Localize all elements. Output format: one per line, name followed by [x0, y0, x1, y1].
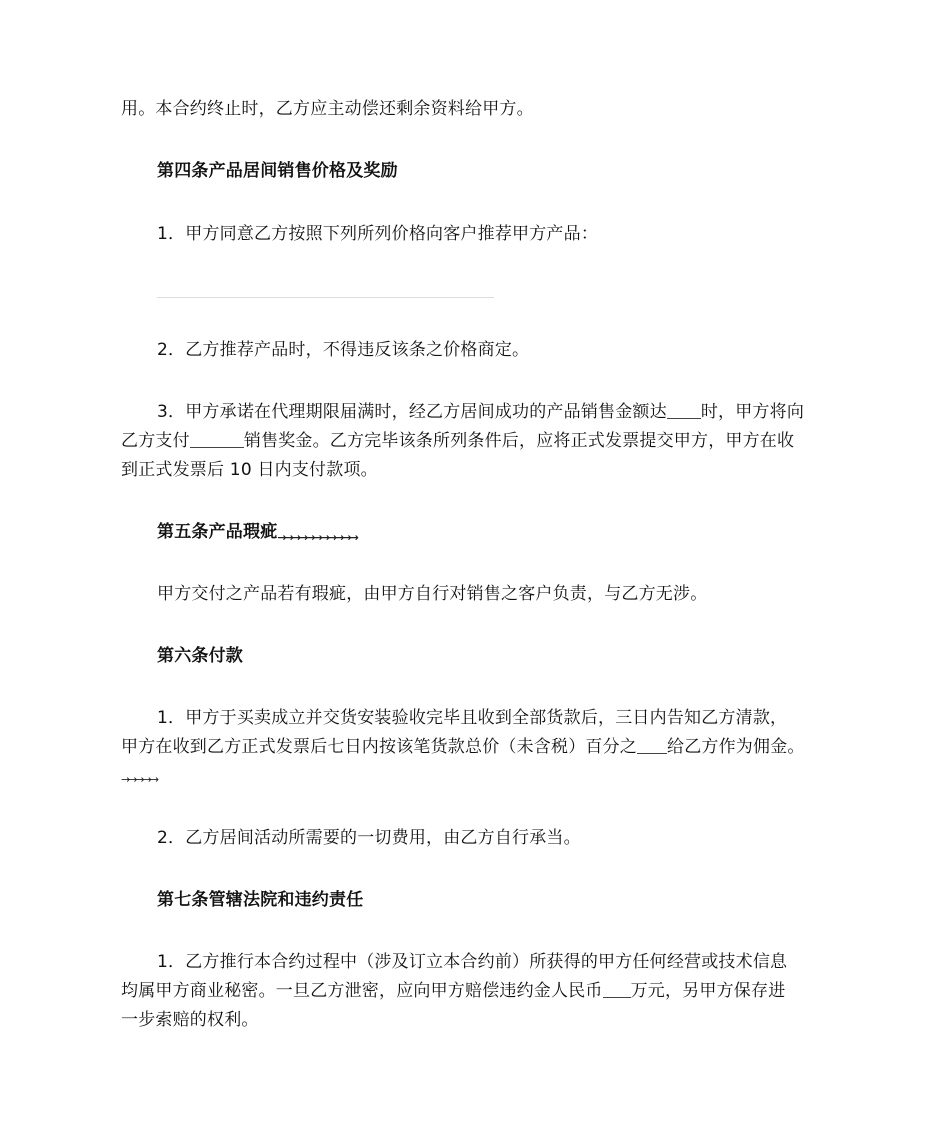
- clause3-text-d: 销售奖金。乙方完毕该条所列条件后，应将正式发票提交甲方，甲方在收: [243, 431, 795, 451]
- article1-tail: [121, 97, 534, 121]
- article4-clause3-line3: 到正式发票后 10 日内支付款项。: [121, 460, 378, 480]
- commission-percent-blank: [637, 735, 667, 754]
- article6-clause1-line1: 1．甲方于买卖成立并交货安装验收完毕且收到全部货款后，三日内告知乙方清款，: [157, 708, 788, 728]
- clause7-text-b: 万元，另甲方保存进: [630, 981, 786, 1001]
- clause6-text-b: 给乙方作为佣金。: [667, 737, 805, 757]
- clause6-text-a: 甲方在收到乙方正式发票后七日内按该笔货款总价（未含税）百分之: [121, 737, 637, 757]
- article5-heading: 第五条产品瑕疵: [157, 522, 278, 542]
- clause7-text-a: 均属甲方商业秘密。一旦乙方泄密，应向甲方赔偿违约金人民币: [121, 981, 603, 1001]
- article5-heading-line: [157, 520, 357, 550]
- article7-clause1-line1: 1．乙方推行本合约过程中（涉及订立本合约前）所获得的甲方任何经营或技术信息: [157, 952, 788, 972]
- bonus-amount-blank: [190, 429, 244, 448]
- article5-clause1: 甲方交付之产品若有瑕疵，由甲方自行对销售之客户负责，与乙方无涉。: [157, 584, 708, 604]
- article7-heading: 第七条管辖法院和违约责任: [157, 890, 364, 910]
- tab-arrow-marks: →→→→→→→→→→→: [277, 531, 357, 544]
- sales-amount-blank: [667, 400, 701, 419]
- article7-clause1-line2: [121, 979, 785, 1003]
- article4-clause2: 2．乙方推荐产品时，不得违反该条之价格商定。: [157, 340, 530, 360]
- article4-clause3-line2: [121, 429, 794, 453]
- article4-clause3-line1: [157, 400, 804, 424]
- tab-arrow-marks: →→→→→: [121, 773, 158, 786]
- clause3-text-b: 时，甲方将向: [700, 402, 805, 422]
- clause3-text-c: 乙方支付: [121, 431, 190, 451]
- article4-clause1: 1．甲方同意乙方按照下列所列价格向客户推荐甲方产品：: [157, 224, 599, 244]
- price-table-rule: [157, 297, 494, 298]
- article1-tail-text: 用。本合约终止时，乙方应主动偿还剩余资料给甲方。: [121, 99, 534, 119]
- clause3-text-a: 3．甲方承诺在代理期限届满时，经乙方居间成功的产品销售金额达: [157, 402, 667, 422]
- article6-clause2: 2．乙方居间活动所需要的一切费用，由乙方自行承当。: [157, 828, 581, 848]
- penalty-amount-blank: [603, 979, 631, 998]
- article6-heading: 第六条付款: [157, 646, 243, 666]
- article6-arrow-line: [121, 762, 157, 792]
- article7-clause1-line3: 一步索赔的权利。: [121, 1010, 259, 1030]
- article6-clause1-line2: [121, 735, 805, 759]
- article4-heading: 第四条产品居间销售价格及奖励: [157, 161, 398, 181]
